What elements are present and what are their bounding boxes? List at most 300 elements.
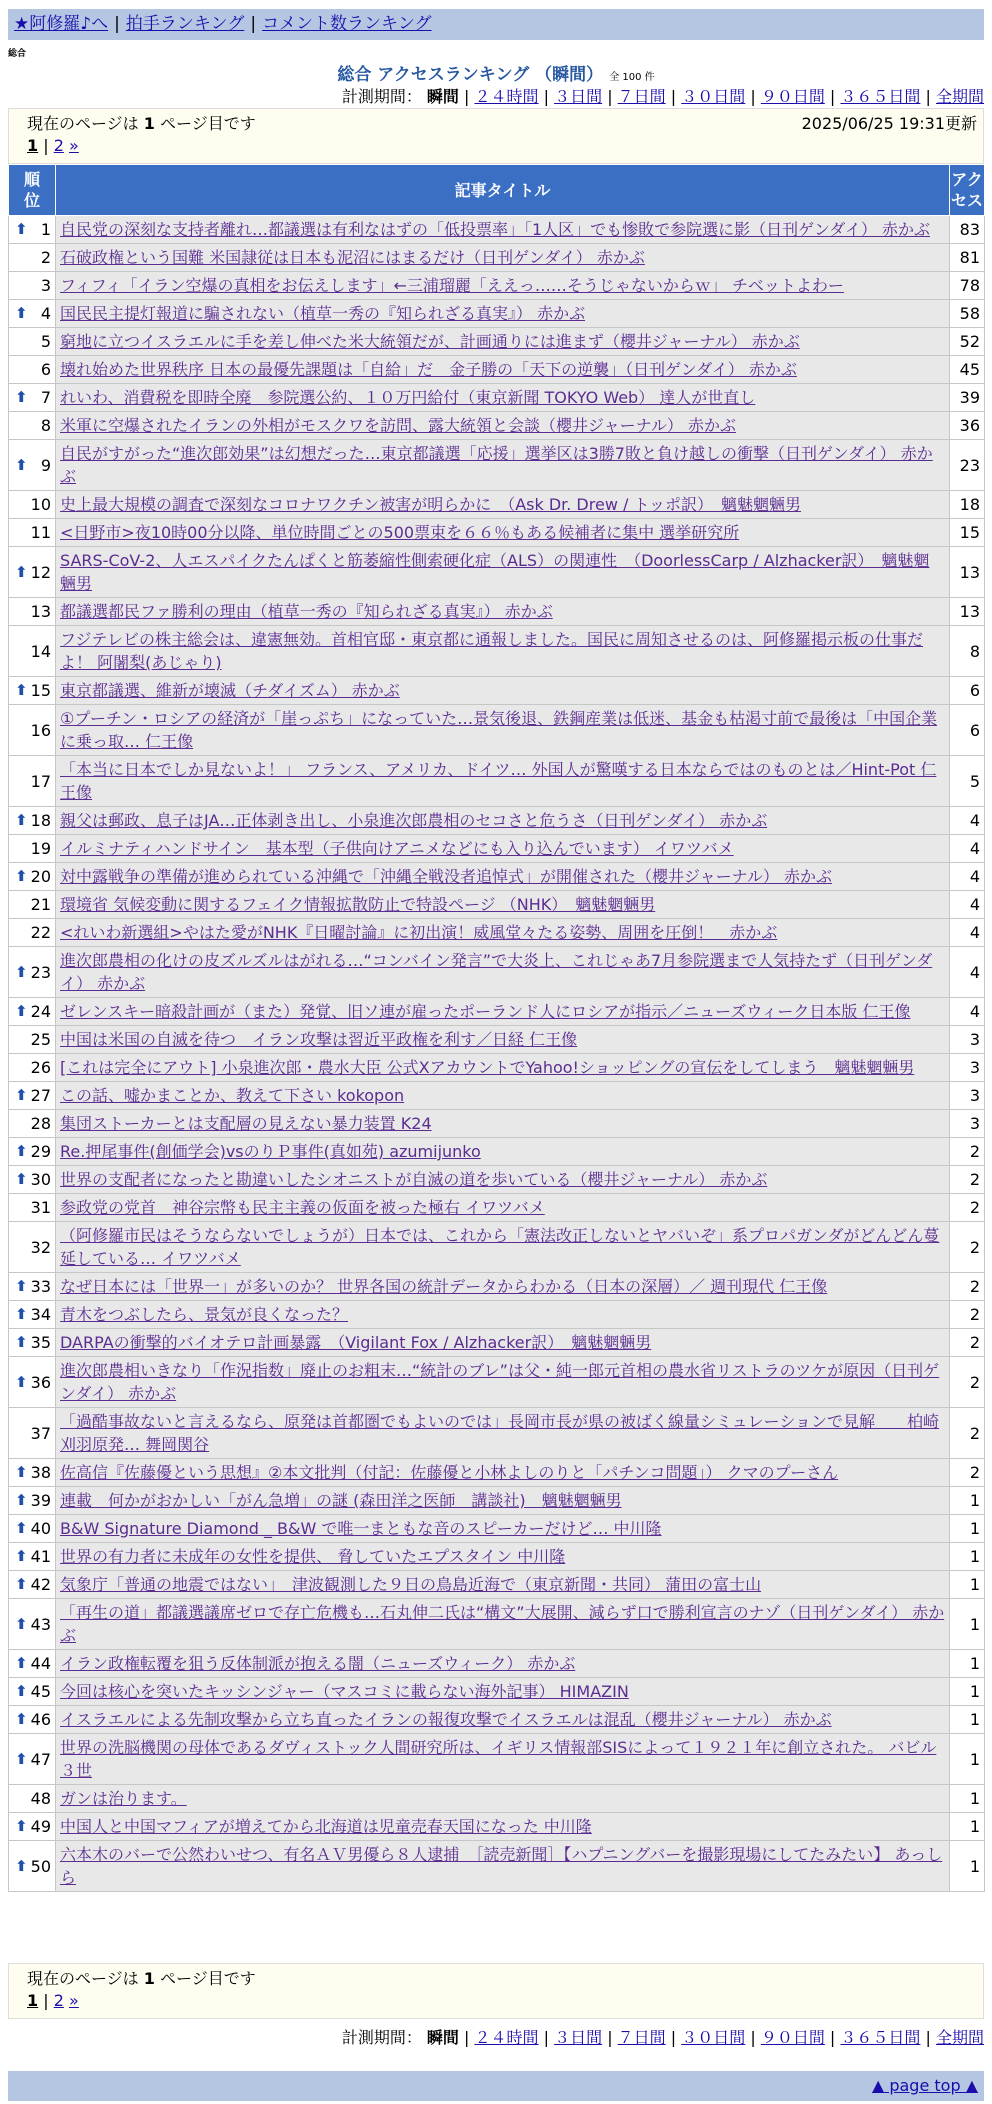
title-cell [56, 807, 950, 835]
article-title-link[interactable]: 六本木のバーで公然わいせつ、有名ＡＶ男優ら８人逮捕 ［読売新聞］【ハプニングバーを撮影現場にしてたみたい】 あっしら [60, 1845, 943, 1887]
title-cell [56, 328, 950, 356]
access-count: 83 [950, 216, 985, 244]
rank-cell [9, 1408, 56, 1459]
access-count: 3 [950, 1110, 985, 1138]
access-count: 3 [950, 1054, 985, 1082]
page-2-link[interactable]: 2 [53, 136, 64, 155]
access-count: 13 [950, 547, 985, 598]
access-count: 3 [950, 1026, 985, 1054]
table-row [9, 1734, 985, 1785]
clap-ranking-link[interactable]: 拍手ランキング [125, 14, 245, 34]
article-title-link[interactable]: 東京都議選、維新が壊滅（チダイズム） 赤かぶ [60, 681, 400, 700]
article-title-link[interactable]: 自民党の深刻な支持者離れ…都議選は有利なはずの「低投票率」「1人区」でも惨敗で参院選に影（日刊ゲンダイ） 赤かぶ [60, 220, 930, 239]
period-current: 瞬間 [426, 2028, 459, 2047]
title-cell [56, 216, 950, 244]
rank-cell [9, 272, 56, 300]
rank-number: 31 [30, 1198, 51, 1217]
period-link[interactable]: ３６５日間 [840, 2028, 921, 2047]
rank-cell [9, 919, 56, 947]
table-row [9, 807, 985, 835]
access-count: 1 [950, 1650, 985, 1678]
article-title-link[interactable]: イラン政権転覆を狙う反体制派が抱える闇（ニューズウィーク） 赤かぶ [60, 1654, 576, 1673]
page-title [0, 60, 992, 85]
title-cell [56, 998, 950, 1026]
rank-number: 40 [30, 1519, 51, 1538]
table-row [9, 891, 985, 919]
article-title-link[interactable]: 進次郎農相の化けの皮ズルズルはがれる…“コンバイン発言”で大炎上、これじゃあ7月参院選まで人気持たず（日刊ゲンダイ） 赤かぶ [60, 951, 933, 993]
rank-number: 12 [30, 562, 51, 582]
article-title-link[interactable]: ゼレンスキー暗殺計画が（また）発覚、旧ソ連が雇ったポーランド人にロシアが指示／ニューズウィーク日本版 仁王像 [60, 1002, 911, 1021]
comment-ranking-link[interactable]: コメント数ランキング [262, 14, 432, 34]
title-cell [56, 1543, 950, 1571]
title-cell [56, 356, 950, 384]
rank-cell [9, 1543, 56, 1571]
article-title-link[interactable]: れいわ、消費税を即時全廃 参院選公約、１０万円給付（東京新聞 TOKYO Web） 達人が世直し [60, 388, 756, 407]
period-link[interactable]: ２４時間 [474, 87, 539, 106]
up-arrow-icon: ⬆ [15, 811, 28, 829]
title-cell [56, 1329, 950, 1357]
article-title-link[interactable]: 「再生の道」都議選議席ゼロで存亡危機も…石丸伸二氏は“構文”大展開、減らず口で勝利宣言のナゾ（日刊ゲンダイ） 赤かぶ [60, 1603, 945, 1645]
rank-number: 27 [30, 1086, 51, 1105]
up-arrow-icon: ⬆ [15, 1086, 28, 1104]
title-cell [56, 756, 950, 807]
article-title-link[interactable]: 集団ストーカーとは支配層の見えない暴力装置 K24 [60, 1114, 432, 1133]
rank-cell [9, 216, 56, 244]
article-title-link[interactable]: （阿修羅市民はそうならないでしょうが）日本では、これから「憲法改正しないとヤバいぞ」系プロパガンダがどんどん蔓延している… イワツバメ [60, 1226, 940, 1268]
article-title-link[interactable]: 史上最大規模の調査で深刻なコロナワクチン被害が明らかに （Ask Dr. Drew / トッポ訳） 魑魅魍魎男 [60, 495, 801, 514]
access-count: 36 [950, 412, 985, 440]
rank-cell [9, 598, 56, 626]
access-count: 4 [950, 891, 985, 919]
rank-cell [9, 705, 56, 756]
rank-number: 35 [30, 1333, 51, 1352]
table-row [9, 677, 985, 705]
article-title-link[interactable]: SARS-CoV-2、人エスパイクたんぱくと筋萎縮性側索硬化症（ALS）の関連性 （DoorlessCarp / Alzhacker訳） 魑魅魍魎男 [60, 551, 930, 593]
column-header-title: 記事タイトル [56, 165, 950, 216]
rank-number: 14 [30, 641, 51, 661]
article-title-link[interactable]: DARPAの衝撃的バイオテロ計画暴露 （Vigilant Fox / Alzhacker訳） 魑魅魍魎男 [60, 1333, 652, 1352]
rank-number: 29 [30, 1142, 51, 1161]
rank-number: 34 [30, 1305, 51, 1324]
table-row [9, 1166, 985, 1194]
page-info-top [8, 108, 984, 164]
title-cell [56, 1459, 950, 1487]
article-title-link[interactable]: 石破政権という国難 米国隷従は日本も泥沼にはまるだけ（日刊ゲンダイ） 赤かぶ [60, 248, 645, 267]
period-separator: | [745, 87, 761, 106]
table-row [9, 1487, 985, 1515]
rank-number: 4 [40, 304, 51, 323]
rank-number: 49 [30, 1817, 51, 1836]
rank-cell [9, 1487, 56, 1515]
table-row [9, 998, 985, 1026]
title-cell [56, 1734, 950, 1785]
column-header-access [950, 165, 985, 216]
rank-number: 19 [30, 839, 51, 858]
article-title-link[interactable]: 連載 何かがおかしい「がん急増」の謎 (森田洋之医師 講談社) 魑魅魍魎男 [60, 1491, 622, 1510]
rank-number: 16 [30, 720, 51, 740]
table-row [9, 1813, 985, 1841]
ranking-title: 総合 アクセスランキング （瞬間） [337, 65, 604, 85]
rank-number: 17 [30, 771, 51, 791]
rank-number: 44 [30, 1654, 51, 1673]
rank-number: 45 [30, 1682, 51, 1701]
rank-number: 18 [30, 811, 51, 830]
title-cell [56, 1273, 950, 1301]
article-title-link[interactable]: この話、嘘かまことか、教えて下さい kokopon [60, 1086, 405, 1105]
article-title-link[interactable]: 中国は米国の自滅を待つ イラン攻撃は習近平政権を利す／日経 仁王像 [60, 1030, 578, 1049]
rank-cell [9, 1110, 56, 1138]
ranking-table-body [9, 216, 985, 1892]
period-link[interactable]: ９０日間 [760, 87, 825, 106]
article-title-link[interactable]: <れいわ新選組>やはた愛がNHK『日曜討論』に初出演！威風堂々たる姿勢、周囲を圧倒！ 赤かぶ [60, 923, 778, 942]
rank-number: 41 [30, 1547, 51, 1566]
rank-cell [9, 300, 56, 328]
rank-cell [9, 1357, 56, 1408]
rank-cell [9, 1813, 56, 1841]
article-title-link[interactable]: 進次郎農相いきなり「作況指数」廃止のお粗末…“統計のブレ”は父・純一郎元首相の農水省リストラのツケが原因（日刊ゲンダイ） 赤かぶ [60, 1361, 940, 1403]
rank-cell [9, 356, 56, 384]
title-cell [56, 1301, 950, 1329]
access-count: 39 [950, 384, 985, 412]
article-title-link[interactable]: なぜ日本には「世界一」が多いのか？ 世界各国の統計データからわかる（日本の深層）／ 週刊現代 仁王像 [60, 1277, 828, 1296]
title-cell [56, 1813, 950, 1841]
rank-cell [9, 1301, 56, 1329]
title-cell [56, 384, 950, 412]
up-arrow-icon: ⬆ [15, 1305, 28, 1323]
access-count: 1 [950, 1571, 985, 1599]
article-title-link[interactable]: 都議選都民ファ勝利の理由（植草一秀の『知られざる真実』） 赤かぶ [60, 602, 553, 621]
title-cell [56, 440, 950, 491]
rank-number: 42 [30, 1575, 51, 1594]
title-cell [56, 547, 950, 598]
pagination: 1 | 2 » [27, 136, 79, 155]
rank-cell [9, 1138, 56, 1166]
article-title-link[interactable]: ①プーチン・ロシアの経済が「崖っぷち」になっていた…景気後退、鉄鋼産業は低迷、基金も枯渇寸前で最後は「中国企業に乗っ取… 仁王像 [60, 709, 938, 751]
current-page-prefix: 現在のページは [27, 1969, 139, 1988]
rank-cell [9, 384, 56, 412]
rank-cell [9, 1650, 56, 1678]
rank-cell [9, 1678, 56, 1706]
article-title-link[interactable]: 世界の支配者になったと勘違いしたシオニストが自滅の道を歩いている（櫻井ジャーナル） 赤かぶ [60, 1170, 768, 1189]
rank-cell [9, 1706, 56, 1734]
access-header-label: アク セス [950, 170, 983, 210]
table-row [9, 835, 985, 863]
rank-number: 33 [30, 1277, 51, 1296]
table-row [9, 440, 985, 491]
rank-number: 6 [40, 360, 51, 379]
table-row [9, 1357, 985, 1408]
article-title-link[interactable]: 自民がすがった“進次郎効果”は幻想だった…東京都議選「応援」選挙区は3勝7敗と負け越しの衝撃（日刊ゲンダイ） 赤かぶ [60, 444, 933, 486]
access-count: 1 [950, 1813, 985, 1841]
rank-cell [9, 491, 56, 519]
rank-number: 15 [30, 681, 51, 700]
period-link[interactable]: ３０日間 [681, 87, 746, 106]
rank-number: 37 [30, 1423, 51, 1443]
rank-number: 22 [30, 923, 51, 942]
table-row [9, 384, 985, 412]
rank-cell [9, 863, 56, 891]
rank-number: 7 [40, 388, 51, 407]
article-title-link[interactable]: 国民民主提灯報道に騙されない（植草一秀の『知られざる真実』） 赤かぶ [60, 304, 586, 323]
article-title-link[interactable]: 「過酷事故ないと言えるなら、原発は首都圏でもよいのでは」長岡市長が県の被ばく線量シミュレーションで見解 柏崎刈羽原発… 舞岡関谷 [60, 1412, 940, 1454]
article-title-link[interactable]: 「本当に日本でしか見ないよ！」 フランス、アメリカ、ドイツ… 外国人が驚嘆する日本ならではのものとは／Hint-Pot 仁王像 [60, 760, 937, 802]
table-row [9, 1329, 985, 1357]
access-count: 4 [950, 947, 985, 998]
rank-number: 48 [30, 1789, 51, 1808]
rank-number: 2 [40, 248, 51, 267]
column-header-rank [9, 165, 56, 216]
rank-number: 26 [30, 1058, 51, 1077]
up-arrow-icon: ⬆ [15, 1519, 28, 1537]
table-row [9, 1543, 985, 1571]
article-title-link[interactable]: 今回は核心を突いたキッシンジャー（マスコミに載らない海外記事） HIMAZIN [60, 1682, 629, 1701]
title-cell [56, 1222, 950, 1273]
access-count: 3 [950, 1082, 985, 1110]
period-link[interactable]: ３日間 [554, 2028, 603, 2047]
rank-number: 9 [40, 455, 51, 475]
article-title-link[interactable]: 窮地に立つイスラエルに手を差し伸べた米大統領だが、計画通りには進まず（櫻井ジャーナル） 赤かぶ [60, 332, 800, 351]
page-1[interactable]: 1 [27, 136, 39, 155]
article-title-link[interactable]: フジテレビの株主総会は、違憲無効。首相官邸・東京都に通報しました。国民に周知させるのは、阿修羅掲示板の仕事だよ！ 阿闍梨(あじゃり) [60, 630, 924, 672]
period-selector-top [342, 86, 984, 108]
rank-number: 25 [30, 1030, 51, 1049]
access-count: 4 [950, 919, 985, 947]
period-link[interactable]: ３日間 [554, 87, 603, 106]
up-arrow-icon: ⬆ [15, 1749, 28, 1768]
title-cell [56, 1357, 950, 1408]
table-row [9, 1841, 985, 1892]
total-count: 全 100 件 [609, 72, 655, 83]
article-title-link[interactable]: <日野市>夜10時00分以降、単位時間ごとの500票束を６６％もある候補者に集中 選挙研究所 [60, 523, 740, 542]
article-title-link[interactable]: 親父は郵政、息子はJA…正体剥き出し、小泉進次郎農相のセコさと危うさ（日刊ゲンダイ） 赤かぶ [60, 811, 768, 830]
period-link[interactable]: ３０日間 [681, 2028, 746, 2047]
next-page-link[interactable]: » [68, 1991, 79, 2010]
title-cell [56, 1054, 950, 1082]
pagination: 1 | 2 » [27, 1991, 79, 2010]
access-count: 1 [950, 1515, 985, 1543]
period-link[interactable]: ９０日間 [760, 2028, 825, 2047]
rank-cell [9, 947, 56, 998]
period-links [464, 87, 984, 106]
rank-cell [9, 1194, 56, 1222]
page-2-link[interactable]: 2 [53, 1991, 64, 2010]
article-title-link[interactable]: 気象庁「普通の地震ではない」 津波観測した９日の鳥島近海で（東京新聞・共同） 蒲田の富士山 [60, 1575, 762, 1594]
rank-cell [9, 1273, 56, 1301]
rank-cell [9, 1734, 56, 1785]
table-row [9, 626, 985, 677]
rank-cell [9, 1841, 56, 1892]
up-arrow-icon: ⬆ [15, 562, 28, 581]
title-cell [56, 244, 950, 272]
up-arrow-icon: ⬆ [15, 304, 28, 322]
title-cell [56, 1841, 950, 1892]
home-link[interactable]: ★阿修羅♪へ [14, 14, 109, 34]
access-count: 1 [950, 1678, 985, 1706]
article-title-link[interactable]: 世界の洗脳機関の母体であるダヴィストック人間研究所は、イギリス情報部SISによって１９２１年に創立された。 バビル３世 [60, 1738, 937, 1780]
access-count: 15 [950, 519, 985, 547]
period-link[interactable]: 全期間 [935, 2028, 984, 2047]
period-selector-bottom [342, 2027, 984, 2049]
table-row [9, 1054, 985, 1082]
access-count: 4 [950, 835, 985, 863]
title-cell [56, 1194, 950, 1222]
up-arrow-icon: ⬆ [15, 1654, 28, 1672]
up-arrow-icon: ⬆ [15, 867, 28, 885]
next-page-link[interactable]: » [68, 136, 79, 155]
article-title-link[interactable]: [これは完全にアウト] 小泉進次郎・農水大臣 公式XアカウントでYahoo!ショッピングの宣伝をしてしまう 魑魅魍魎男 [60, 1058, 915, 1077]
rank-number: 50 [30, 1856, 51, 1876]
rank-number: 38 [30, 1463, 51, 1482]
access-count: 2 [950, 1222, 985, 1273]
article-title-link[interactable]: フィフィ「イラン空爆の真相をお伝えします」←三浦瑠麗「ええっ……そうじゃないからｗ」 チベットよわー [60, 276, 844, 295]
table-row [9, 1194, 985, 1222]
up-arrow-icon: ⬆ [15, 1372, 28, 1391]
table-row [9, 1571, 985, 1599]
page-top-link[interactable]: ▲ page top ▲ [871, 2076, 978, 2095]
up-arrow-icon: ⬆ [15, 1002, 28, 1020]
page-1[interactable]: 1 [27, 1991, 39, 2010]
period-separator: | [824, 87, 841, 106]
table-row [9, 1678, 985, 1706]
article-title-link[interactable]: Re.押尾事件(創価学会)vsのりＰ事件(真如苑) azumijunko [60, 1142, 481, 1161]
table-row [9, 491, 985, 519]
rank-number: 43 [30, 1614, 51, 1634]
period-link[interactable]: ２４時間 [474, 2028, 539, 2047]
rank-cell [9, 626, 56, 677]
table-row [9, 1222, 985, 1273]
article-title-link[interactable]: 壊れ始めた世界秩序 日本の最優先課題は「自給」だ 金子勝の「天下の逆襲」（日刊ゲンダイ） 赤かぶ [60, 360, 797, 379]
bottom-bar [8, 2071, 984, 2101]
title-cell [56, 1515, 950, 1543]
rank-number: 21 [30, 895, 51, 914]
rank-cell [9, 1599, 56, 1650]
rank-cell [9, 677, 56, 705]
period-separator: | [824, 2028, 841, 2047]
period-link[interactable]: ７日間 [617, 87, 666, 106]
current-page-text [27, 111, 256, 134]
period-separator: | [665, 2028, 682, 2047]
article-title-link[interactable]: イルミナティハンドサイン 基本型（子供向けアニメなどにも入り込んでいます） イワツバメ [60, 839, 734, 858]
access-count: 1 [950, 1841, 985, 1892]
access-count: 23 [950, 440, 985, 491]
article-title-link[interactable]: 中国人と中国マフィアが増えてから北海道は児童売春天国になった 中川隆 [60, 1817, 592, 1836]
access-count: 6 [950, 705, 985, 756]
period-separator: | [920, 87, 936, 106]
article-title-link[interactable]: 佐高信『佐藤優という思想』②本文批判（付記：佐藤優と小林よしのりと「パチンコ問題」） クマのプーさん [60, 1463, 839, 1482]
article-title-link[interactable]: 環境省 気候変動に関するフェイク情報拡散防止で特設ページ （NHK） 魑魅魍魎男 [60, 895, 656, 914]
access-count: 81 [950, 244, 985, 272]
title-cell [56, 1082, 950, 1110]
article-title-link[interactable]: 米軍に空爆されたイランの外相がモスクワを訪問、露大統領と会談（櫻井ジャーナル） 赤かぶ [60, 416, 736, 435]
rank-number: 46 [30, 1710, 51, 1729]
rank-cell [9, 1082, 56, 1110]
access-count: 1 [950, 1487, 985, 1515]
access-count: 2 [950, 1301, 985, 1329]
table-row [9, 1138, 985, 1166]
title-cell [56, 835, 950, 863]
table-row [9, 300, 985, 328]
title-cell [56, 947, 950, 998]
title-cell [56, 1599, 950, 1650]
up-arrow-icon: ⬆ [15, 1333, 28, 1351]
rank-number: 1 [40, 220, 51, 239]
article-title-link[interactable]: B&W Signature Diamond _ B&W で唯一まともな音のスピーカーだけど… 中川隆 [60, 1519, 662, 1538]
rank-number: 28 [30, 1114, 51, 1133]
rank-cell [9, 1054, 56, 1082]
period-separator: | [920, 2028, 936, 2047]
article-title-link[interactable]: 世界の有力者に未成年の女性を提供、 脅していたエプスタイン 中川隆 [60, 1547, 566, 1566]
title-cell [56, 1650, 950, 1678]
up-arrow-icon: ⬆ [15, 962, 28, 981]
access-count: 2 [950, 1138, 985, 1166]
title-cell [56, 491, 950, 519]
access-count: 8 [950, 626, 985, 677]
period-separator: | [538, 2028, 555, 2047]
title-cell [56, 1110, 950, 1138]
article-title-link[interactable]: イスラエルによる先制攻撃から立ち直ったイランの報復攻撃でイスラエルは混乱（櫻井ジャーナル） 赤かぶ [60, 1710, 832, 1729]
period-label: 計測期間： [341, 87, 422, 106]
access-count: 6 [950, 677, 985, 705]
up-arrow-icon: ⬆ [15, 1614, 28, 1633]
rank-number: 47 [30, 1749, 51, 1769]
up-arrow-icon: ⬆ [15, 1277, 28, 1295]
period-link[interactable]: ７日間 [617, 2028, 666, 2047]
title-cell [56, 1706, 950, 1734]
article-title-link[interactable]: 参政党の党首 神谷宗幣も民主主義の仮面を被った極右 イワツバメ [60, 1198, 545, 1217]
up-arrow-icon: ⬆ [15, 1817, 28, 1835]
access-count: 1 [950, 1599, 985, 1650]
table-row [9, 412, 985, 440]
article-title-link[interactable]: 対中露戦争の準備が進められている沖縄で「沖縄全戦没者追悼式」が開催された（櫻井ジャーナル） 赤かぶ [60, 867, 832, 886]
title-cell [56, 677, 950, 705]
updated-time: 2025/06/25 19:31更新 [801, 114, 977, 133]
period-link[interactable]: ３６５日間 [840, 87, 921, 106]
rank-number: 8 [40, 416, 51, 435]
up-arrow-icon: ⬆ [15, 1463, 28, 1481]
up-arrow-icon: ⬆ [15, 1575, 28, 1593]
title-cell [56, 919, 950, 947]
table-row [9, 1785, 985, 1813]
access-count: 1 [950, 1734, 985, 1785]
up-arrow-icon: ⬆ [15, 1491, 28, 1509]
rank-number: 39 [30, 1491, 51, 1510]
top-nav-bar [8, 9, 984, 40]
rank-header-label: 順 位 [23, 170, 40, 210]
title-cell [56, 891, 950, 919]
article-title-link[interactable]: 青木をつぶしたら、景気が良くなった？ [60, 1305, 349, 1324]
article-title-link[interactable]: ガンは治ります。 [60, 1789, 187, 1808]
table-row [9, 547, 985, 598]
access-count: 45 [950, 356, 985, 384]
rank-number: 3 [40, 276, 51, 295]
table-row [9, 1459, 985, 1487]
table-row [9, 216, 985, 244]
rank-cell [9, 328, 56, 356]
rank-cell [9, 1515, 56, 1543]
title-cell [56, 1138, 950, 1166]
access-count: 2 [950, 1357, 985, 1408]
current-page-suffix: ページ目です [160, 114, 256, 133]
current-page-number: 1 [143, 1969, 155, 1988]
current-page-text [27, 1966, 256, 1989]
access-count: 4 [950, 863, 985, 891]
title-cell [56, 1678, 950, 1706]
rank-cell [9, 1026, 56, 1054]
period-link[interactable]: 全期間 [935, 87, 984, 106]
table-row [9, 1082, 985, 1110]
title-cell [56, 598, 950, 626]
access-count: 4 [950, 998, 985, 1026]
